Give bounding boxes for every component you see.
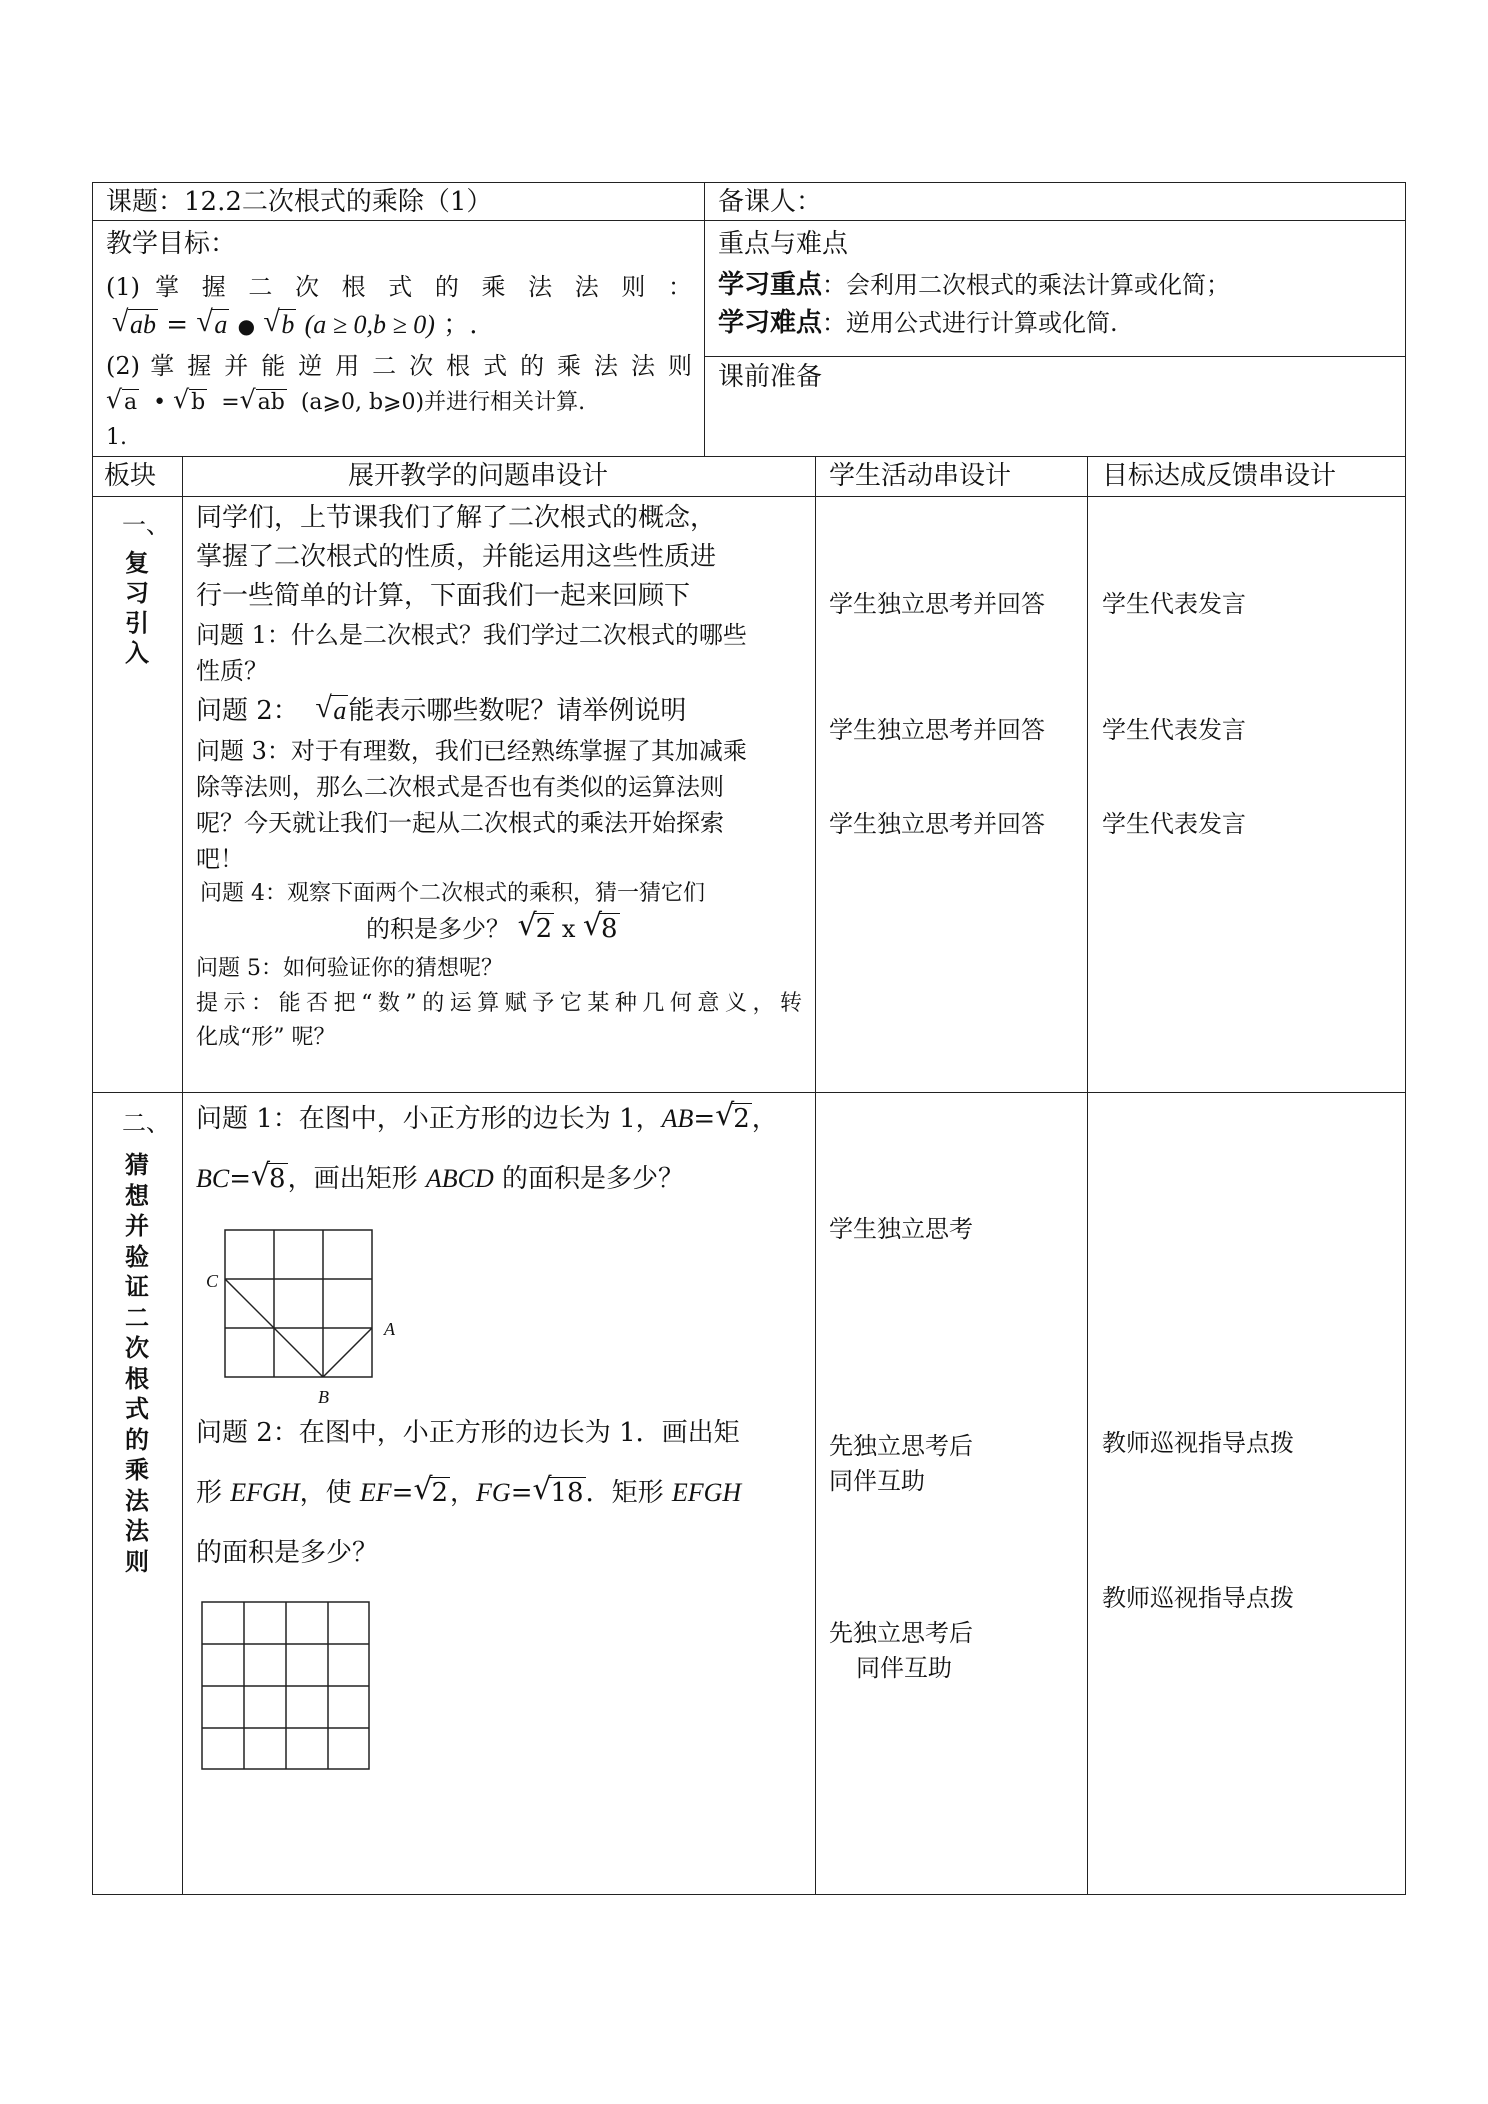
objective-3-text: 1. [106,425,127,450]
rule-top [92,182,1406,183]
problem-2-line-2: 形 EFGH，使 EF=√ 2，FG=√ 18．矩形 EFGH [196,1476,741,1510]
rule-col2 [815,456,816,1894]
section1-feedback-2: 学生代表发言 [1102,716,1246,744]
question-3-line-4: 吧！ [196,845,244,873]
sqrt-2-p1: √ 2 [717,1102,752,1136]
section2-label: 猜想并验证二次根式的乘法法则 [125,1150,149,1576]
figure-1-grid [225,1230,373,1378]
problem-2-line-1: 问题 2：在图中，小正方形的边长为 1．画出矩 [196,1418,740,1448]
sqrt-18-p2: √ 18 [534,1476,585,1510]
question-2: 问题 2： √ a能表示哪些数呢？请举例说明 [196,694,686,728]
sqrt-8-p1: √ 8 [253,1162,288,1196]
problem-2-line-3: 的面积是多少？ [196,1538,379,1568]
objectives-title: 教学目标： [106,229,237,259]
sqrt-ab: √ ab [114,310,158,340]
sqrt-2-p2: √ 2 [415,1476,450,1510]
keypoints-title: 重点与难点 [718,229,849,259]
section1-feedback-1: 学生代表发言 [1102,590,1246,618]
rule-col3 [1087,456,1088,1894]
preparer-label: 备课人： [718,187,823,217]
sqrt-8-q4: √ 8 [585,914,620,944]
section2-number: 二、 [122,1109,170,1137]
section2-student-1: 学生独立思考 [829,1215,973,1243]
problem-1-line-2: BC=√ 8，画出矩形 ABCD 的面积是多少？ [196,1162,684,1196]
prep-title: 课前准备 [718,362,823,392]
sqrt-a: √ a [198,310,229,340]
question-3-line-1: 问题 3：对于有理数，我们已经熟练掌握了其加减乘 [196,737,747,765]
lesson-topic: 课题：12.2二次根式的乘除（1） [106,187,493,217]
question-5: 问题 5：如何验证你的猜想呢？ [196,956,503,981]
question-1-line-2: 性质？ [196,657,268,685]
section1-feedback-3: 学生代表发言 [1102,810,1246,838]
col-header-questions: 展开教学的问题串设计 [348,461,609,491]
rule-colheader-bottom [92,496,1406,497]
objective-2-text: (2) 掌 握 并 能 逆 用 二 次 根 式 的 乘 法 法 则 [106,352,692,380]
rule-bottom [92,1894,1406,1895]
hint-line-1: 提示：能否把“数”的运算赋予它某种几何意义，转 [196,991,802,1016]
sqrt-a-q2: √ a [317,694,348,728]
col-header-feedback: 目标达成反馈串设计 [1102,461,1337,491]
section1-student-1: 学生独立思考并回答 [829,590,1045,618]
question-1-line-1: 问题 1：什么是二次根式？我们学过二次根式的哪些 [196,621,747,649]
section2-student-2-line-2: 同伴互助 [829,1467,925,1495]
hint-line-2: 化成“形” 呢？ [196,1025,336,1050]
question-3-line-2: 除等法则，那么二次根式是否也有类似的运算法则 [196,773,724,801]
col-header-student: 学生活动串设计 [829,461,1012,491]
section1-intro-2: 掌握了二次根式的性质，并能运用这些性质进 [196,542,717,572]
sqrt-ab-2: √ ab [242,388,294,418]
section2-student-2-line-1: 先独立思考后 [829,1432,973,1460]
rule-col1 [182,456,183,1894]
sqrt-a-2: √ a [108,388,146,418]
figure-1-label-b: B [318,1387,329,1407]
problem-1-line-1: 问题 1：在图中，小正方形的边长为 1，AB=√ 2， [196,1102,778,1136]
section1-student-3: 学生独立思考并回答 [829,810,1045,838]
objective-1-text: (1) 掌 握 二 次 根 式 的 乘 法 法 则 ： [106,273,692,301]
section1-student-2: 学生独立思考并回答 [829,716,1045,744]
figure-2-grid [202,1602,370,1770]
figure-1-label-c: C [206,1271,219,1291]
figure-1-label-a: A [384,1319,395,1339]
rule-info-bottom [92,456,1406,457]
sqrt-b: √ b [265,310,296,340]
section2-student-3-line-1: 先独立思考后 [829,1619,973,1647]
rule-right [1405,182,1406,1894]
sqrt-b-2: √ b [175,388,214,418]
section2-student-3-line-2: 同伴互助 [856,1654,952,1682]
focus-line: 学习重点：会利用二次根式的乘法计算或化简； [718,270,1231,300]
objective-2-formula: √ a • √ b =√ ab (a⩾0, b⩾0)并进行相关计算. [106,388,585,418]
rule-mid-upper [704,182,705,456]
question-4-line-2: 的积是多少？ √ 2 x √ 8 [366,914,620,944]
rule-left [92,182,93,1894]
rule-section1-bottom [92,1092,1406,1093]
section1-intro-3: 行一些简单的计算，下面我们一起来回顾下 [196,581,691,611]
question-3-line-3: 呢？今天就让我们一起从二次根式的乘法开始探索 [196,809,724,837]
col-header-section: 板块 [104,461,157,491]
sqrt-2-q4: √ 2 [520,914,555,944]
rule-header-bottom [92,220,1406,221]
section2-feedback-1: 教师巡视指导点拨 [1102,1429,1294,1457]
section1-number: 一、 [122,511,170,539]
section1-label: 复习引入 [125,548,149,667]
section1-intro-1: 同学们，上节课我们了解了二次根式的概念， [196,503,717,533]
rule-keypoints-bottom [704,356,1406,357]
question-4-line-1: 问题 4：观察下面两个二次根式的乘积，猜一猜它们 [200,881,705,906]
section2-feedback-2: 教师巡视指导点拨 [1102,1584,1294,1612]
difficulty-line: 学习难点：逆用公式进行计算或化简. [718,308,1118,338]
objective-1-formula: √ ab = √ a ● √ b (a ≥ 0,b ≥ 0) ；. [112,310,477,341]
